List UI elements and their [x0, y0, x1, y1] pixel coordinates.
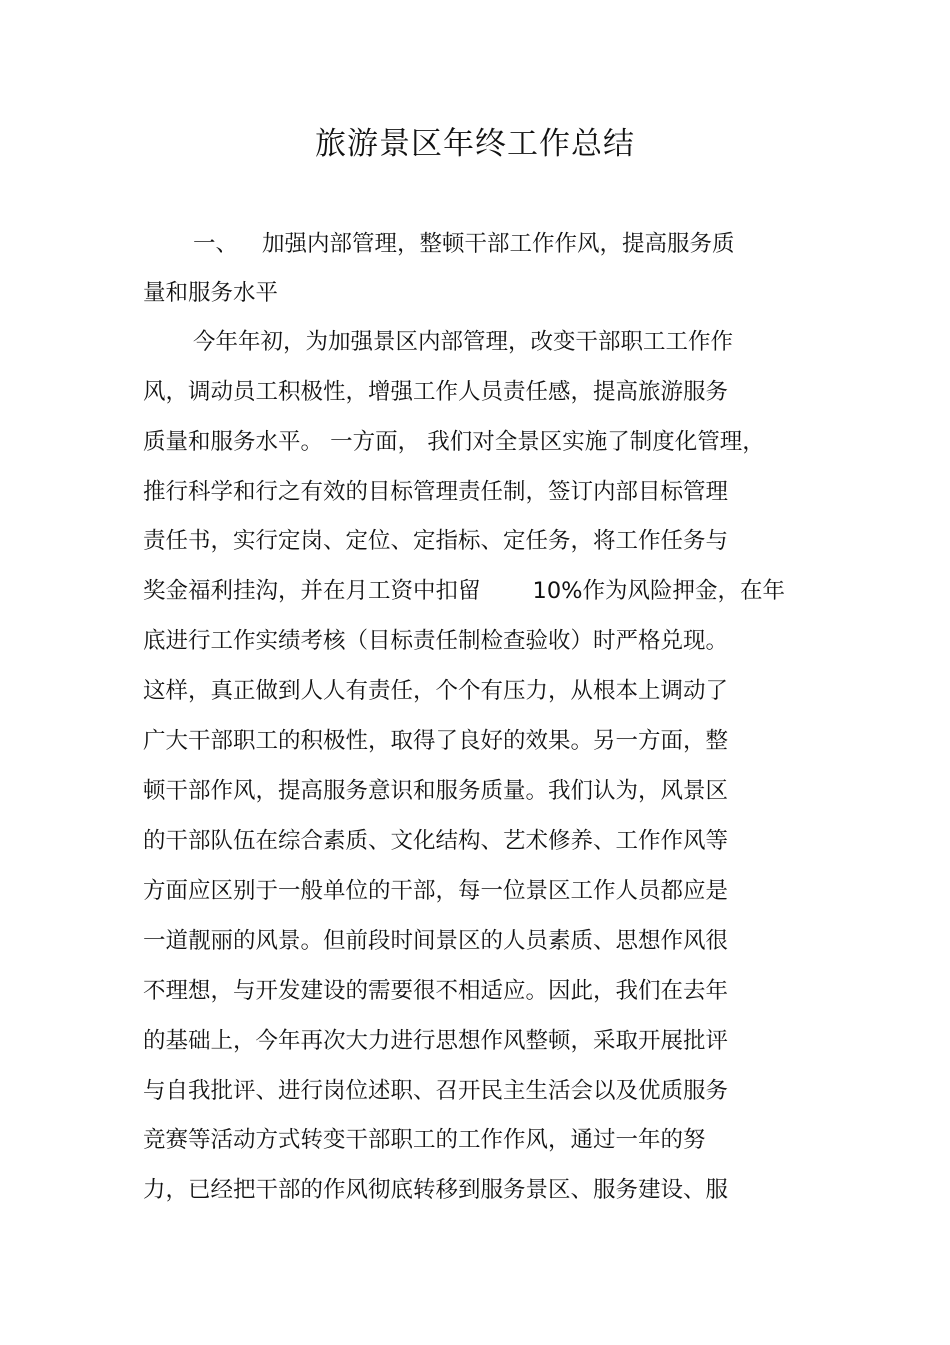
document-title: 旅游景区年终工作总结 [315, 126, 635, 162]
paragraph-line-3: 质量和服务水平。 一方面， 我们对全景区实施了制度化管理， [143, 429, 765, 455]
paragraph-line-1: 今年年初，为加强景区内部管理，改变干部职工工作作 [193, 329, 734, 355]
paragraph-line-9: 广大干部职工的积极性，取得了良好的效果。另一方面，整 [143, 728, 729, 754]
paragraph-line-10: 顿干部作风，提高服务意识和服务质量。我们认为，风景区 [143, 778, 729, 804]
paragraph-line-4: 推行科学和行之有效的目标管理责任制，签订内部目标管理 [143, 479, 729, 505]
paragraph-line-6 [143, 575, 785, 607]
paragraph-line-5: 责任书，实行定岗、定位、定指标、定任务，将工作任务与 [143, 528, 729, 554]
paragraph-line-14: 不理想，与开发建设的需要很不相适应。因此，我们在去年 [143, 978, 729, 1004]
paragraph-line-2: 风，调动员工积极性，增强工作人员责任感，提高旅游服务 [143, 379, 729, 405]
paragraph-line-17: 竞赛等活动方式转变干部职工的工作作风，通过一年的努 [143, 1127, 706, 1153]
paragraph-line-6-part-a: 奖金福利挂沟，并在月工资中扣留 [143, 578, 481, 604]
section-heading-text: 加强内部管理，整顿干部工作作风，提高服务质 [262, 231, 735, 257]
section-number: 一、 [193, 231, 239, 257]
paragraph-line-11: 的干部队伍在综合素质、文化结构、艺术修养、工作作风等 [143, 828, 729, 854]
paragraph-line-7: 底进行工作实绩考核（目标责任制检查验收）时严格兑现。 [143, 628, 729, 654]
section-heading-line-2: 量和服务水平 [143, 280, 279, 306]
paragraph-line-15: 的基础上，今年再次大力进行思想作风整顿，采取开展批评 [143, 1028, 729, 1054]
paragraph-line-6-part-b: 10%作为风险押金，在年 [532, 578, 786, 604]
paragraph-line-12: 方面应区别于一般单位的干部，每一位景区工作人员都应是 [143, 878, 729, 904]
paragraph-line-18: 力，已经把干部的作风彻底转移到服务景区、服务建设、服 [143, 1177, 729, 1203]
paragraph-line-16: 与自我批评、进行岗位述职、召开民主生活会以及优质服务 [143, 1078, 729, 1104]
paragraph-line-13: 一道靓丽的风景。但前段时间景区的人员素质、思想作风很 [143, 928, 729, 954]
paragraph-line-8: 这样，真正做到人人有责任，个个有压力，从根本上调动了 [143, 678, 729, 704]
section-heading-line-1 [193, 228, 735, 260]
